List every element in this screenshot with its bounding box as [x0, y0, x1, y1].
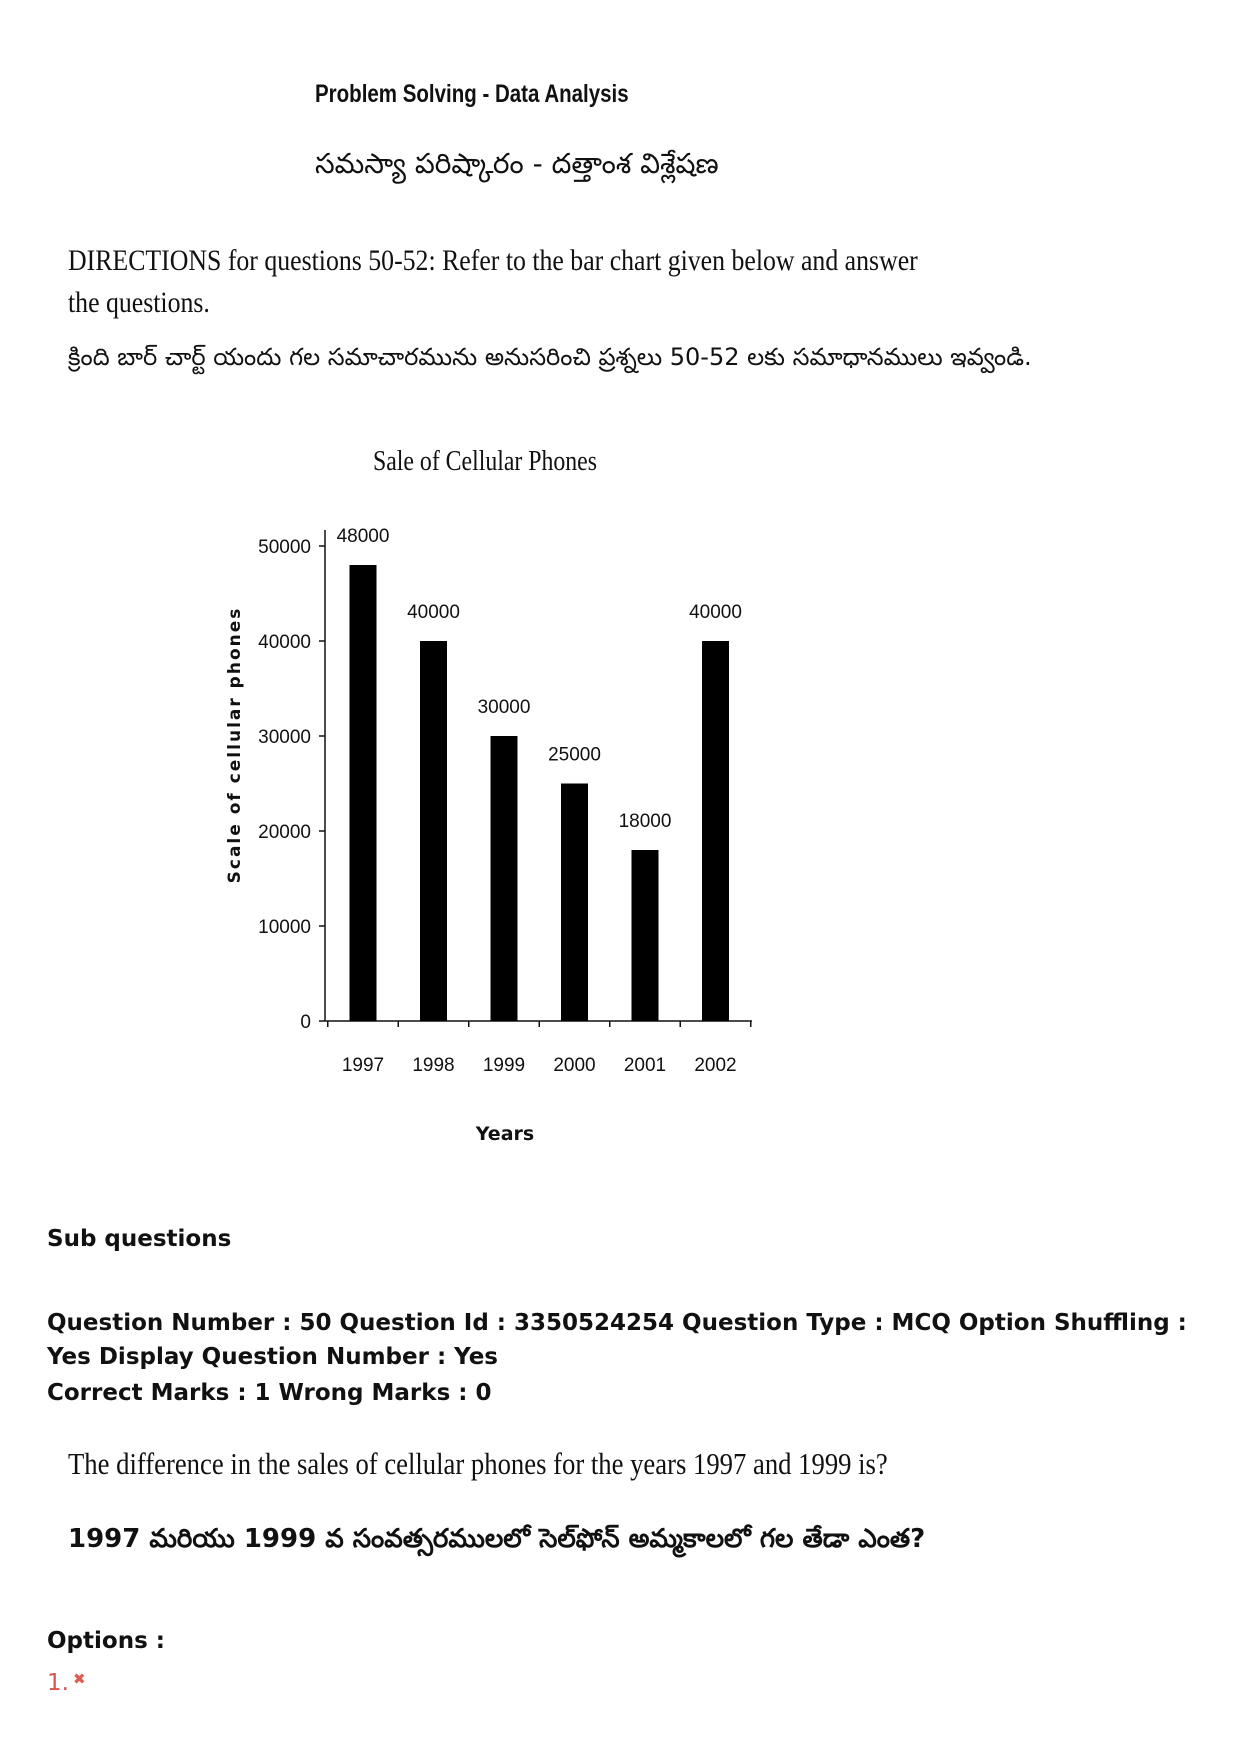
question-metadata: Question Number : 50 Question Id : 3350524254 Question Type : MCQ Option Shuffling : Yes Display Question Number : Yes	[47, 1310, 1187, 1370]
x-tick-label: 1997	[341, 1055, 385, 1076]
x-tick-label: 2001	[623, 1055, 667, 1076]
data-label: 30000	[477, 697, 531, 718]
bar-2002	[702, 641, 729, 1021]
question-marks: Correct Marks : 1 Wrong Marks : 0	[47, 1380, 492, 1406]
y-tick-label: 0	[300, 1012, 311, 1033]
data-label: 40000	[407, 602, 460, 623]
y-axis-label: Scale of cellular phones	[225, 606, 245, 884]
section-title: Problem Solving - Data Analysis	[315, 80, 629, 108]
chart-title: Sale of Cellular Phones	[373, 445, 597, 477]
x-tick-label: 2000	[553, 1055, 596, 1076]
y-tick-label: 10000	[258, 917, 311, 938]
question-text-english: The difference in the sales of cellular phones for the years 1997 and 1999 is?	[68, 1446, 888, 1481]
y-tick-label: 50000	[258, 537, 311, 558]
options-heading: Options :	[47, 1628, 165, 1654]
y-tick-label: 40000	[258, 632, 311, 653]
y-tick-label: 20000	[258, 822, 311, 843]
bar-2001	[632, 850, 659, 1021]
bar-2000	[561, 784, 588, 1022]
section-title-telugu: సమస్యా పరిష్కారం - దత్తాంశ విశ్లేషణ	[315, 147, 719, 180]
sub-questions-heading: Sub questions	[47, 1226, 232, 1252]
directions-telugu: క్రింది బార్ చార్ట్ యందు గల సమాచారమును అనుసరించి ప్రశ్నలు 50-52 లకు సమాధానములు ఇవ్వండి.	[68, 343, 1032, 371]
chart-plot-area	[258, 526, 752, 1076]
option-1[interactable]	[47, 1670, 86, 1696]
data-label: 18000	[618, 811, 672, 832]
x-tick-label: 2002	[694, 1055, 737, 1076]
data-label: 25000	[548, 744, 601, 766]
y-tick-label: 30000	[258, 727, 311, 748]
bar-1997	[350, 565, 377, 1021]
bar-1999	[491, 736, 518, 1021]
question-text-telugu: 1997 మరియు 1999 వ సంవత్సరములలో సెల్‌ఫోన్ అమ్మకాలలో గల తేడా ఎంత?	[68, 1524, 926, 1554]
directions-english: DIRECTIONS for questions 50-52: Refer to the bar chart given below and answer the questions.	[68, 244, 918, 319]
data-label: 40000	[689, 602, 742, 623]
bar-chart	[200, 440, 780, 1170]
data-label: 48000	[336, 526, 390, 547]
x-tick-label: 1999	[482, 1055, 526, 1076]
x-axis-label: Years	[475, 1123, 535, 1145]
cross-icon: ✖	[72, 1670, 86, 1688]
x-tick-label: 1998	[412, 1055, 455, 1076]
option-number: 1.	[47, 1670, 69, 1696]
bar-1998	[420, 641, 447, 1021]
